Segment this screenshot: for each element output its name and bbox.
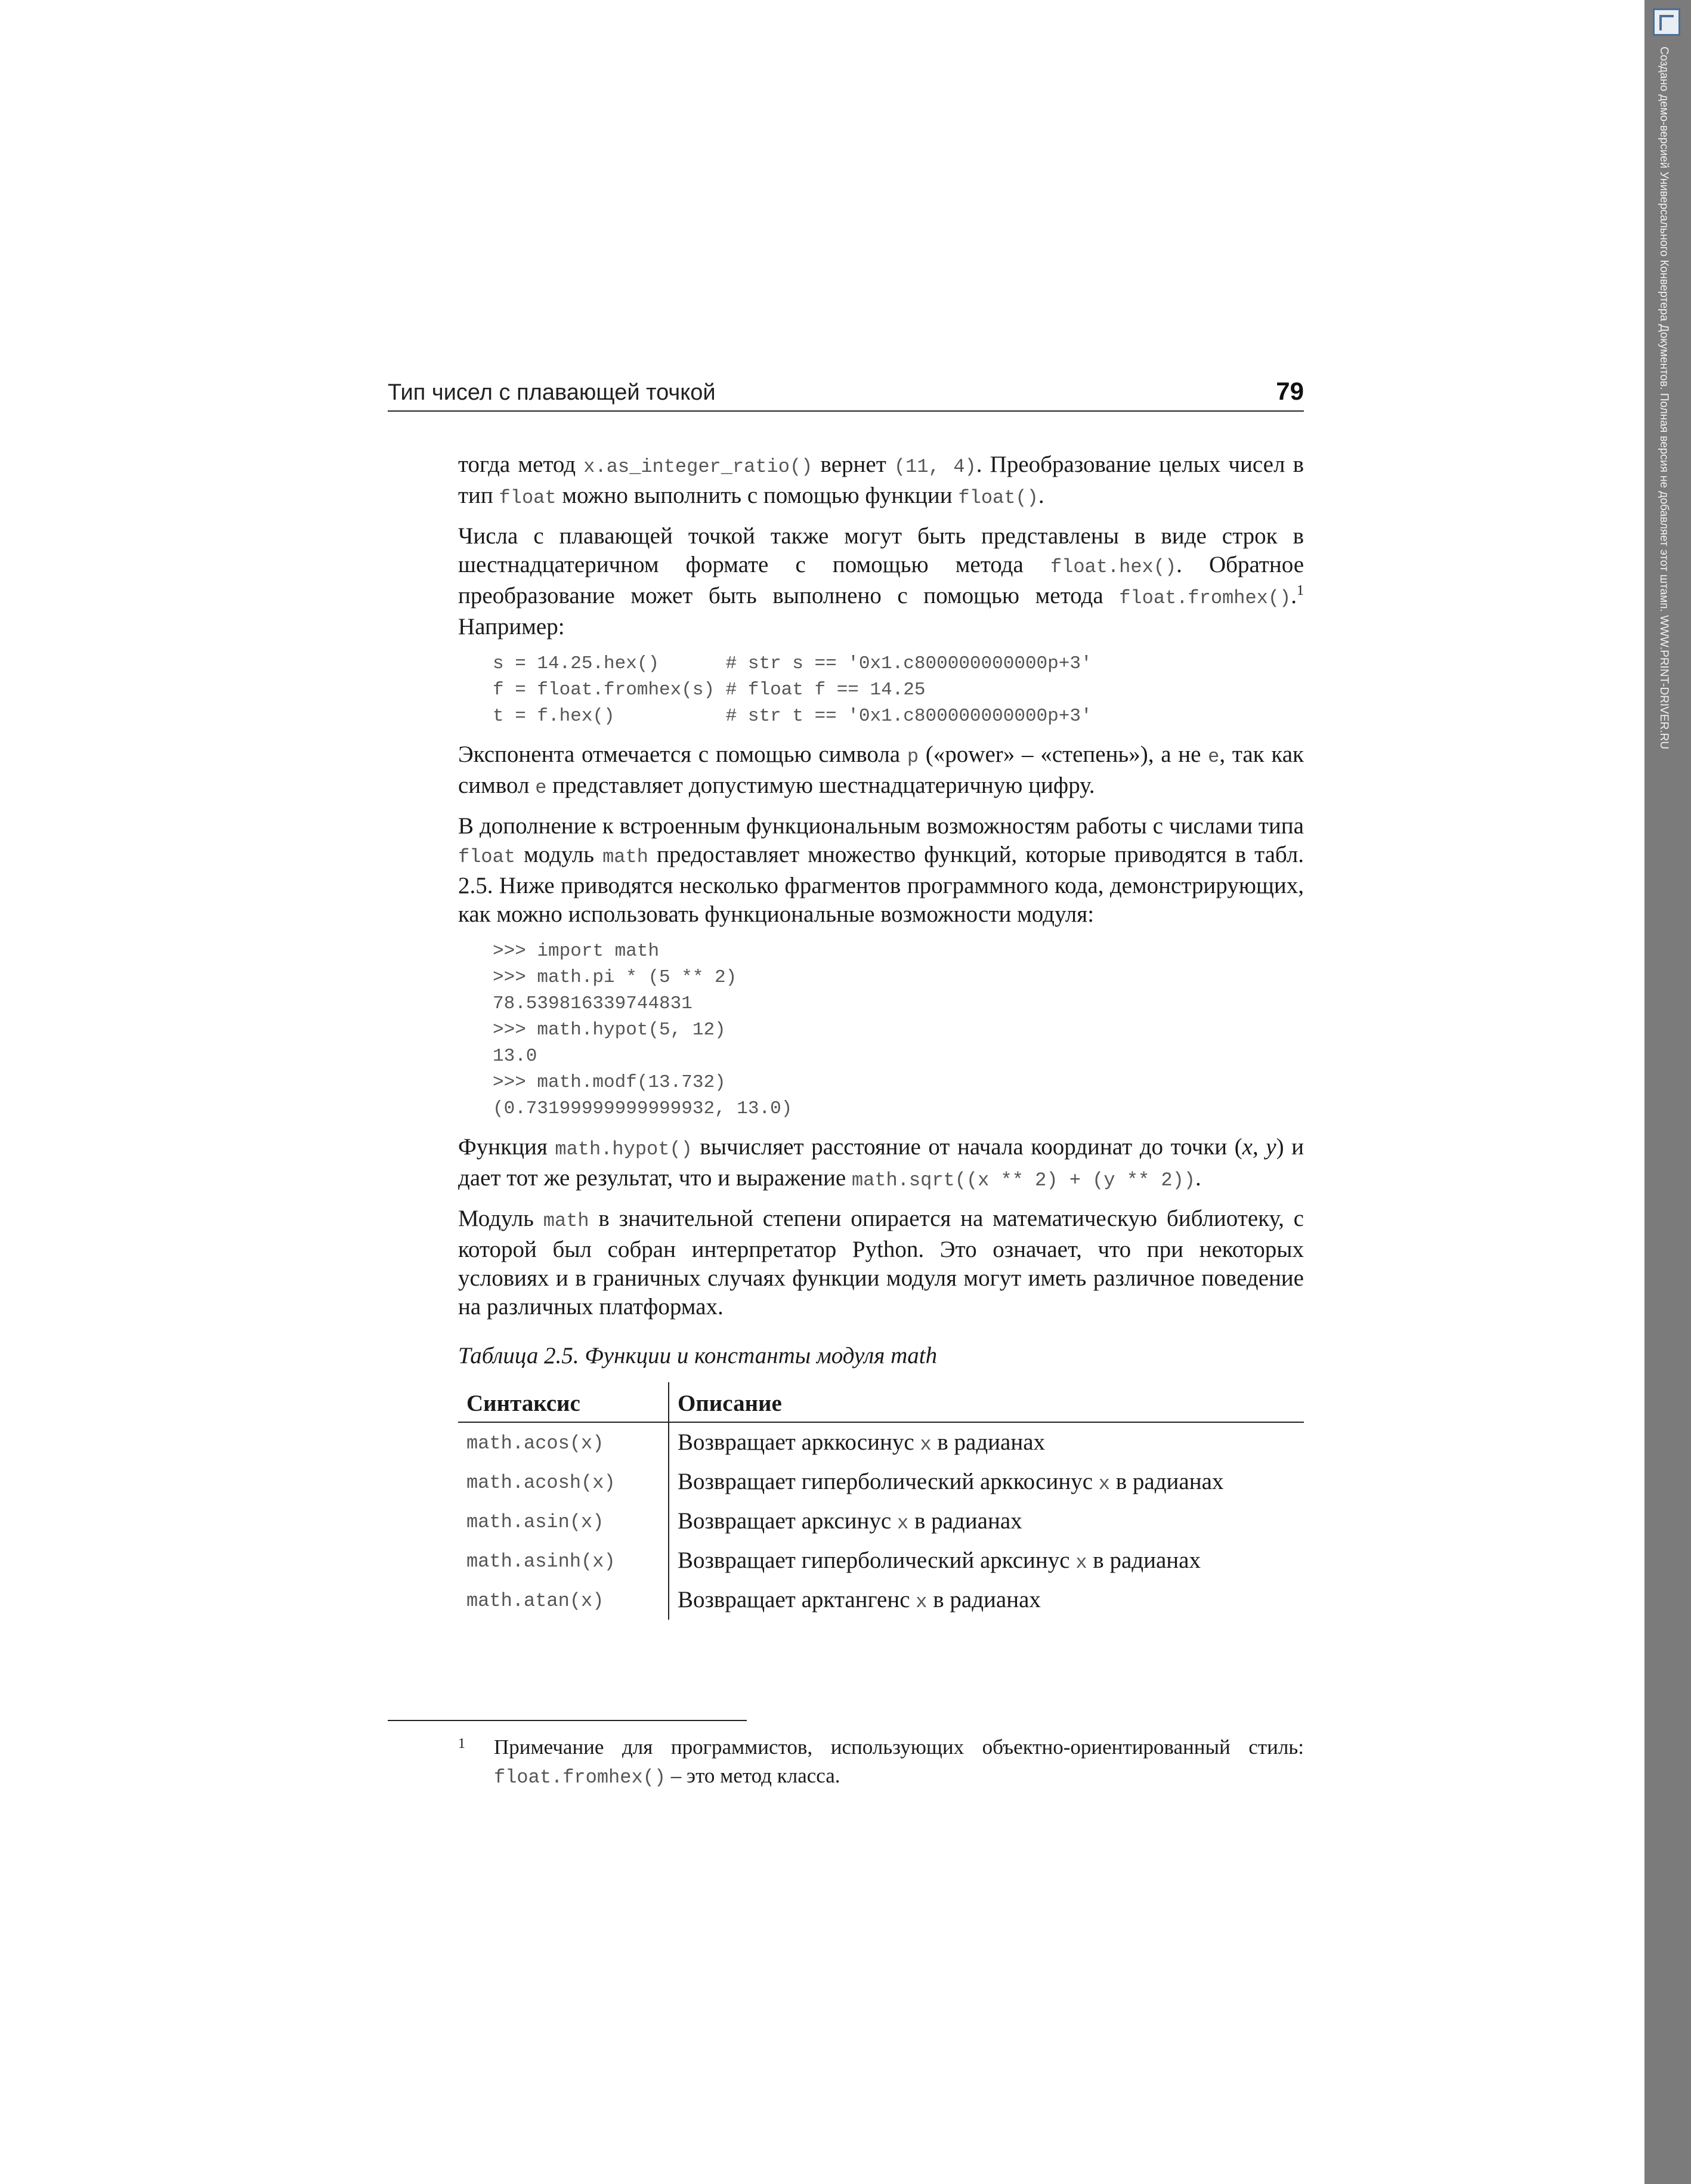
- description-cell: [669, 1502, 1304, 1541]
- text: Возвращает арктангенс: [678, 1587, 916, 1612]
- inline-code: x: [1075, 1552, 1087, 1574]
- table-row: [458, 1502, 1304, 1541]
- math-var: x: [1242, 1134, 1253, 1160]
- inline-code: float.hex(): [1050, 556, 1177, 578]
- text: ,: [1252, 1134, 1266, 1160]
- column-header-description: Описание: [669, 1382, 1304, 1422]
- footnote-text: [494, 1733, 1304, 1792]
- footnote: [458, 1733, 1304, 1792]
- inline-code: (11, 4): [894, 456, 976, 478]
- text: Возвращает гиперболический арккосинус: [678, 1469, 1099, 1494]
- inline-code: e: [1208, 746, 1220, 768]
- text: .: [1195, 1165, 1201, 1191]
- text: можно выполнить с помощью функции: [556, 483, 959, 508]
- inline-code: float: [458, 846, 516, 868]
- syntax-cell: math.acos(x): [458, 1422, 669, 1462]
- text: Числа с плавающей точкой также могут быть представлены в виде строк в шестнадцатеричном формате с помощью метода: [458, 523, 1304, 577]
- text: В дополнение к встроенным функциональным возможностям работы с числами типа: [458, 813, 1304, 839]
- watermark-text: Создано демо-версией Универсального Конвертера Документов. Полная версия не добавляет этот штамп. WWW.PRINT-DRIVER.RU: [1658, 47, 1670, 749]
- text: тогда метод: [458, 452, 584, 477]
- text: – это метод класса.: [666, 1764, 840, 1787]
- math-functions-table: [458, 1382, 1304, 1620]
- text: Модуль: [458, 1206, 543, 1231]
- chapter-title: Тип чисел с плавающей точкой: [388, 380, 716, 405]
- paragraph-2: [458, 522, 1304, 641]
- code-block-hex: s = 14.25.hex() # str s == '0x1.c800000000000p+3' f = float.fromhex(s) # float f == 14.25 t = f.hex() # str t == '0x1.c800000000000p+3': [493, 653, 1092, 727]
- paragraph-4: [458, 812, 1304, 929]
- inline-code: x: [916, 1591, 928, 1613]
- description-cell: [669, 1422, 1304, 1462]
- page-number: 79: [1276, 377, 1304, 405]
- table-header-row: [458, 1382, 1304, 1422]
- text: предоставляет множество функций, которые приводятся в табл. 2.5. Ниже приводятся несколько фрагментов программного кода, демонстрирующих, как можно использовать функциональные возможности модуля:: [458, 842, 1304, 927]
- math-var: y: [1266, 1134, 1276, 1160]
- text: в радианах: [908, 1508, 1022, 1534]
- syntax-cell: math.acosh(x): [458, 1462, 669, 1502]
- table-caption: Таблица 2.5. Функции и константы модуля math: [458, 1343, 938, 1369]
- footnote-mark: 1: [458, 1736, 465, 1751]
- paragraph-6: [458, 1204, 1304, 1321]
- text: в радианах: [1087, 1547, 1201, 1573]
- inline-code: float: [499, 487, 557, 509]
- text: в радианах: [1109, 1469, 1224, 1494]
- paragraph-5: [458, 1133, 1304, 1195]
- text: Экспонента отмечается с помощью символа: [458, 742, 907, 767]
- code-block-math: >>> import math >>> math.pi * (5 ** 2) 78.539816339744831 >>> math.hypot(5, 12) 13.0 >>> math.modf(13.732) (0.73199999999999932, 13.0): [493, 941, 793, 1119]
- text: модуль: [515, 842, 603, 867]
- text: . Преобразование целых чисел в тип: [458, 452, 1304, 508]
- inline-code: e: [535, 777, 547, 799]
- text: Возвращает арккосинус: [678, 1429, 920, 1455]
- description-cell: [669, 1462, 1304, 1502]
- inline-code: x: [897, 1512, 909, 1534]
- text: в значительной степени опирается на математическую библиотеку, с которой был собран интерпретатор Python. Это означает, что при некоторых условиях и в граничных случаях функции модуля могут иметь различное поведение на различных платформах.: [458, 1206, 1304, 1320]
- table-row: [458, 1422, 1304, 1462]
- inline-code: float(): [958, 487, 1038, 509]
- inline-code: float.fromhex(): [494, 1766, 666, 1788]
- inline-code: math: [543, 1210, 589, 1232]
- paragraph-3: [458, 740, 1304, 802]
- syntax-cell: math.asin(x): [458, 1502, 669, 1541]
- table-row: [458, 1462, 1304, 1502]
- converter-logo-icon: [1653, 8, 1680, 36]
- syntax-cell: math.asinh(x): [458, 1541, 669, 1580]
- footnote-ref: 1: [1297, 583, 1304, 598]
- text: Возвращает арксинус: [678, 1508, 897, 1534]
- text: представляет допустимую шестнадцатеричную цифру.: [546, 773, 1095, 798]
- table-row: [458, 1541, 1304, 1580]
- text: вычисляет расстояние от начала координат до точки (: [692, 1134, 1242, 1160]
- text: .: [1038, 483, 1044, 508]
- text: Например:: [458, 614, 565, 640]
- footnote-divider: [388, 1720, 747, 1721]
- text: . Обратное преобразование может быть выполнено с помощью метода: [458, 552, 1304, 608]
- text: Функция: [458, 1134, 555, 1160]
- inline-code: x: [920, 1434, 932, 1456]
- text: вернет: [812, 452, 894, 477]
- paragraph-1: [458, 450, 1304, 512]
- inline-code: math: [602, 846, 648, 868]
- description-cell: [669, 1541, 1304, 1580]
- column-header-syntax: Синтаксис: [458, 1382, 669, 1422]
- text: в радианах: [927, 1587, 1041, 1612]
- text: («power» – «степень»), а не: [919, 742, 1208, 767]
- text: Примечание для программистов, использующих объектно-ориентированный стиль:: [494, 1735, 1304, 1759]
- body-text: [458, 450, 1304, 1620]
- running-header: [388, 376, 1304, 412]
- description-cell: [669, 1580, 1304, 1620]
- syntax-cell: math.atan(x): [458, 1580, 669, 1620]
- inline-code: math.sqrt((x ** 2) + (y ** 2)): [851, 1169, 1195, 1191]
- inline-code: x.as_integer_ratio(): [583, 456, 813, 478]
- text: Возвращает гиперболический арксинус: [678, 1547, 1076, 1573]
- text: ) и дает тот же результат, что и выражение: [458, 1134, 1304, 1191]
- inline-code: p: [907, 746, 919, 768]
- text: в радианах: [931, 1429, 1046, 1455]
- inline-code: math.hypot(): [555, 1138, 693, 1160]
- inline-code: float.fromhex(): [1119, 587, 1291, 609]
- text: .: [1291, 583, 1297, 608]
- text: , так как символ: [458, 742, 1304, 798]
- inline-code: x: [1098, 1473, 1110, 1495]
- table-row: [458, 1580, 1304, 1620]
